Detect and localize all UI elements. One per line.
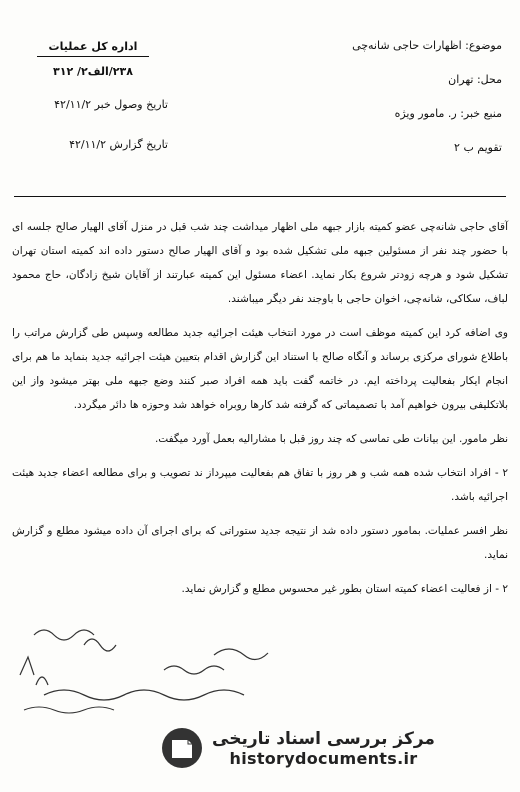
- header-office-block: [18, 38, 168, 151]
- header-fields: [282, 40, 502, 176]
- report-body: [12, 215, 508, 611]
- paragraph-4: ۲ - افراد انتخاب شده همه شب و هر روز با تفاق هم بفعالیت میپرداز ند تصویب و برای مطالعه اعضاء جدید هیئت اجرائیه باشد.: [12, 467, 508, 503]
- office-name: اداره کل عملیات: [37, 38, 150, 57]
- paragraph-1: آقای حاجی شانه‌چی عضو کمیته بازار جبهه ملی اظهار میداشت چند شب قبل در منزل آقای الهیار صالح جلسه ای با حضور چند نفر از مسئولین جبهه ملی تشکیل شده بود و آقای الهیار صالح دستور داده اند کمیته استان تهران تشکیل شود و هرچه زودتر شروع بکار نماید. اعضاء مسئول این کمیته عبارتند از آقایان شیخ زادگان، حاج محمود لباف، سکاکی، شانه‌چی، اخوان حاجی با باوجند نفر دیگر میباشند.: [12, 221, 508, 305]
- document-number: ۲۳۸/الف۲/ ۳۱۲: [53, 65, 133, 78]
- source-line: منبع خبر: ر. مامور ویژه: [394, 107, 502, 120]
- handwritten-annotations: [14, 615, 314, 725]
- evaluation-line: تقویم ب ۲: [454, 141, 502, 154]
- paragraph-6: ۲ - از فعالیت اعضاء کمیته استان بطور غیر محسوس مطلع و گزارش نماید.: [181, 583, 508, 595]
- handwriting-scribble: [14, 615, 314, 725]
- subject-line: موضوع: اظهارات حاجی شانه‌چی: [352, 39, 502, 52]
- header-divider: [14, 196, 506, 197]
- watermark-title: مرکز بررسی اسناد تاریخی: [212, 728, 435, 749]
- paragraph-5: نظر افسر عملیات. بمامور دستور داده شد از نتیجه جدید ستوراتی که برای اجرای آن داده میشود مطلع و گزارش نماید.: [12, 525, 508, 561]
- report-date: تاریخ گزارش ۴۲/۱۱/۲: [69, 138, 168, 151]
- paragraph-2: وی اضافه کرد این کمیته موظف است در مورد انتخاب هیئت اجرائیه جدید مطالعه وسپس طی گزارش مراتب را باطلاع شورای مرکزی برساند و آنگاه صالح با استناد این گزارش اقدام بتعیین هیئت اجرائیه جدید بنماید ما هم برای انجام ایکار بفعالیت پرداخته ایم. در خاتمه گفت باید همه افراد صبر کنند وضع جبهه ملی بهتر میشود واز این بلاتکلیفی بیرون خواهیم آمد با تصمیماتی که گرفته شد کارها روبراه خواهد شد وحوزه ها دائر میگردد.: [12, 327, 508, 411]
- location-line: محل: تهران: [448, 73, 502, 86]
- received-date: تاریخ وصول خبر ۴۲/۱۱/۲: [54, 98, 168, 111]
- archive-logo-icon: [160, 726, 204, 770]
- paragraph-3: نظر مامور. این بیانات طی تماسی که چند روز قبل با مشارالیه بعمل آورد میگفت.: [154, 433, 508, 445]
- watermark-url: historydocuments.ir: [229, 748, 418, 768]
- archive-watermark: [160, 716, 460, 780]
